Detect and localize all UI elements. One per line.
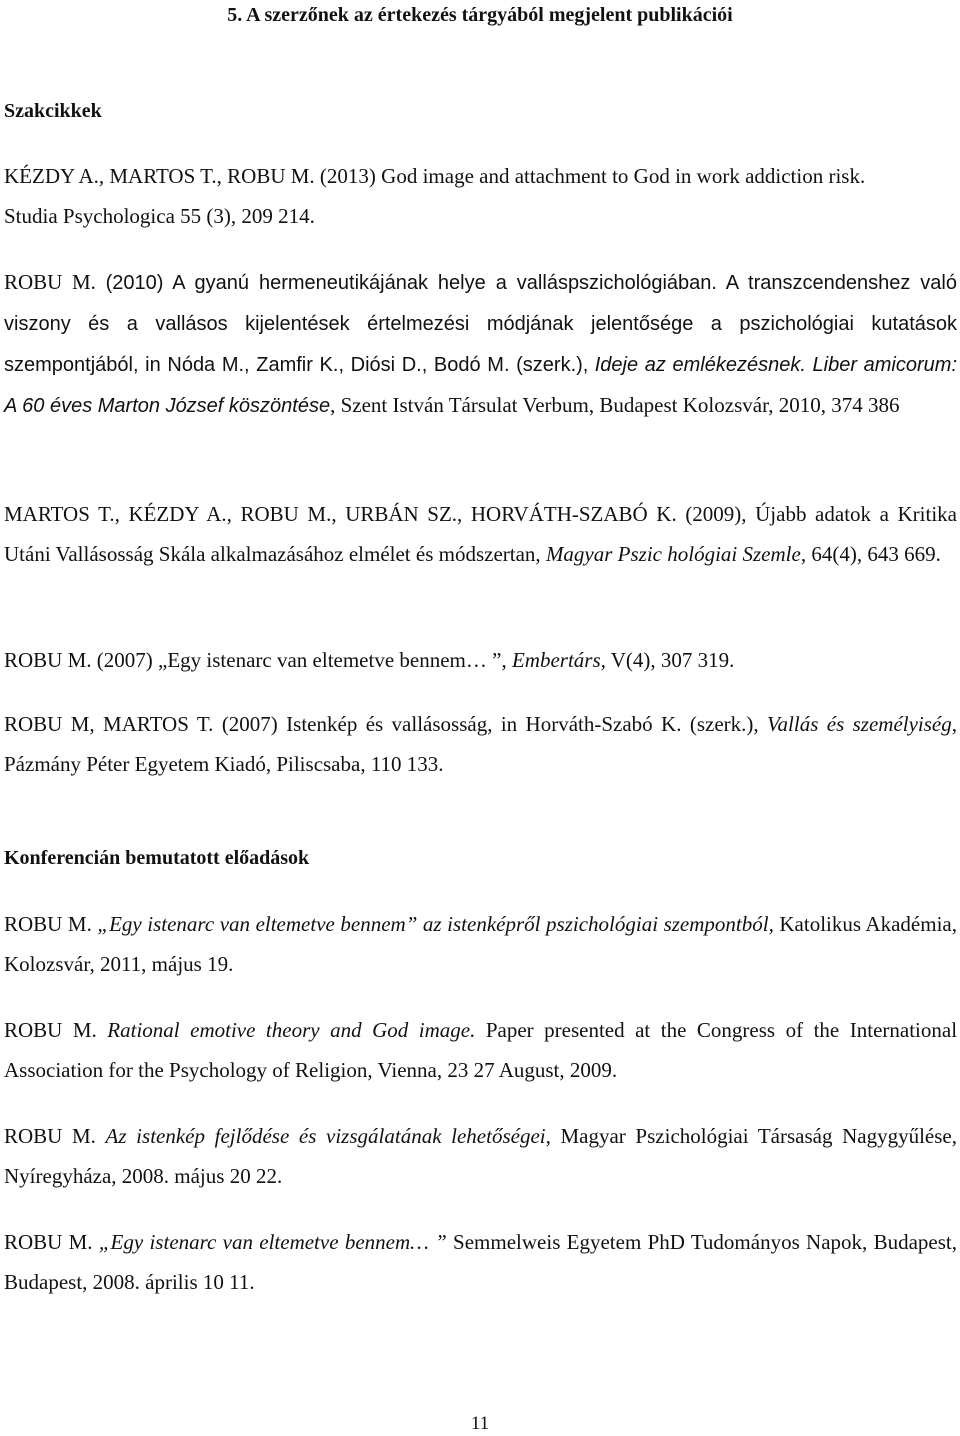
entry-title: Rational emotive theory and God image.	[107, 1018, 476, 1042]
entry-publisher: , Pázmány Péter Egyetem Kiadó, Piliscsaba, 110 133.	[4, 712, 958, 776]
entry-title: Ideje az emlékezésnek. Liber amicorum: A 60 éves Marton József köszöntése	[4, 354, 957, 417]
entry-title: „Egy istenarc van eltemetve bennem… ”	[98, 1230, 447, 1254]
entry-authors: ROBU M.	[4, 270, 96, 294]
entry-title: „Egy istenarc van eltemetve bennem” az istenképről pszichológiai szempontból,	[97, 912, 774, 936]
entry-authors: ROBU M.	[4, 648, 92, 672]
page-number: 11	[470, 1413, 490, 1434]
page-title: 5. A szerzőnek az értekezés tárgyából megjelent publikációi	[227, 4, 733, 26]
entry-text: (2007) Istenkép és vallásosság, in Horváth-Szabó K. (szerk.),	[221, 712, 759, 736]
article-entry	[4, 262, 957, 426]
conference-entry	[4, 1222, 957, 1302]
entry-journal: Magyar Pszic hológiai Szemle	[545, 542, 801, 566]
article-entry	[4, 640, 957, 680]
article-entry	[4, 704, 957, 784]
entry-source: Studia Psychologica 55 (3), 209 214.	[4, 204, 315, 228]
entry-authors: ROBU M, MARTOS T.	[4, 712, 214, 736]
section-heading-articles: Szakcikkek	[4, 100, 102, 122]
entry-pages: , 64(4), 643 669.	[800, 542, 941, 566]
entry-text: (2009), Újabb adatok a Kritika Utáni Vallásosság Skála alkalmazásához elmélet és módszertan,	[4, 502, 958, 566]
entry-authors: ROBU M.	[4, 1018, 97, 1042]
entry-authors: ROBU M.	[4, 1124, 96, 1148]
entry-authors: ROBU M.	[4, 1230, 93, 1254]
entry-text: (2007) „Egy istenarc van eltemetve bennem… ”,	[96, 648, 507, 672]
entry-pages: V(4), 307 319.	[605, 648, 735, 672]
section-heading-conferences: Konferencián bemutatott előadások	[4, 847, 310, 869]
article-entry	[4, 494, 957, 574]
entry-venue: Paper presented at the Congress of the International Association for the Psychology of Religion, Vienna, 23 27 August, 2009.	[4, 1018, 958, 1082]
entry-title: Vallás és személyiség	[767, 712, 952, 736]
entry-publisher: , Szent István Társulat Verbum, Budapest Kolozsvár, 2010, 374 386	[330, 393, 900, 417]
entry-authors: MARTOS T., KÉZDY A., ROBU M., URBÁN SZ., HORVÁTH-SZABÓ K.	[4, 502, 677, 526]
entry-authors: KÉZDY A., MARTOS T., ROBU M.	[4, 164, 315, 188]
entry-venue: , Magyar Pszichológiai Társaság Nagygyűlése, Nyíregyháza, 2008. május 20 22.	[4, 1124, 957, 1188]
entry-authors: ROBU M.	[4, 912, 92, 936]
conference-entry	[4, 1116, 957, 1196]
entry-journal: Embertárs,	[511, 648, 606, 672]
entry-text: (2013) God image and attachment to God in work addiction risk.	[319, 164, 866, 188]
entry-title: Az istenkép fejlődése és vizsgálatának lehetőségei	[105, 1124, 546, 1148]
entry-text: (2010) A gyanú hermeneutikájának helye a valláspszichológiában. A transzcendenshez való viszony és a vallásos kijelentések értelmezési módjának jelentősége a pszichológiai kutatások szempontjából, in Nóda M., Zamfir K., Diósi D., Bodó M. (szerk.),	[4, 272, 957, 376]
entry-venue: Katolikus Akadémia, Kolozsvár, 2011, május 19.	[4, 912, 957, 976]
conference-entry	[4, 904, 957, 984]
article-entry	[4, 156, 957, 236]
conference-entry	[4, 1010, 957, 1090]
entry-venue: Semmelweis Egyetem PhD Tudományos Napok, Budapest, Budapest, 2008. április 10 11.	[4, 1230, 957, 1294]
